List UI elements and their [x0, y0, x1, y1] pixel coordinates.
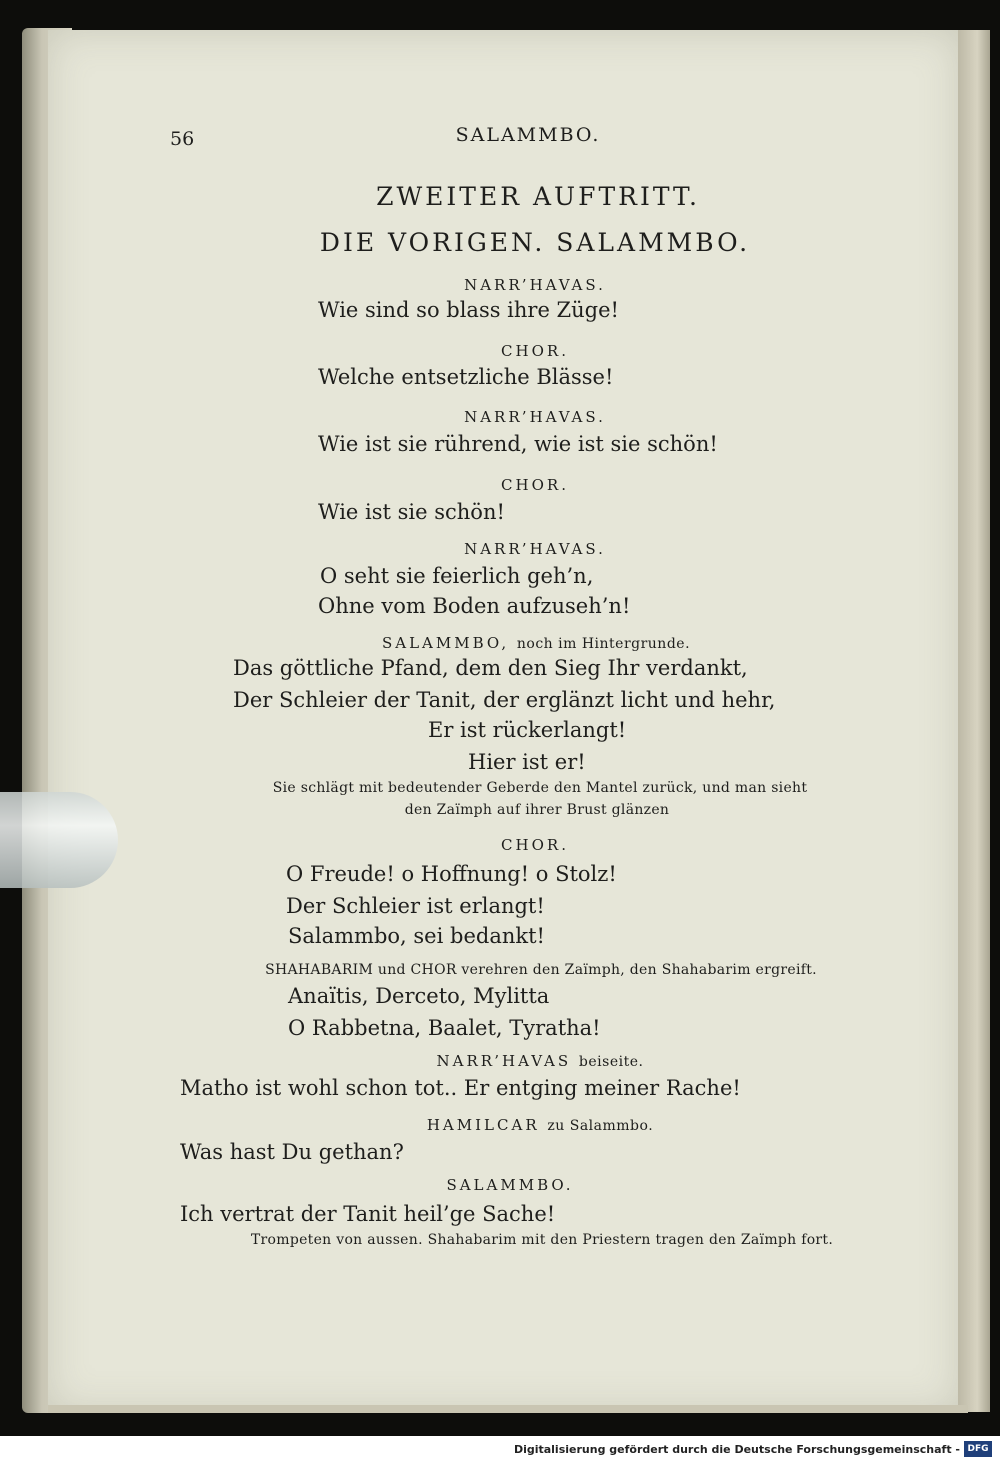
speaker-label: NARR’HAVAS.	[464, 408, 606, 426]
speaker-note: noch im Hintergrunde.	[516, 636, 691, 652]
scene-subtitle: DIE VORIGEN. SALAMMBO.	[319, 228, 751, 257]
speaker-label-with-note	[437, 1052, 644, 1070]
verse-line: Salammbo, sei bedankt!	[288, 924, 545, 948]
verse-line: Der Schleier ist erlangt!	[286, 894, 545, 918]
verse-line: Welche entsetzliche Blässe!	[318, 365, 614, 389]
speaker-label: CHOR.	[501, 342, 569, 360]
speaker-label: NARR’HAVAS.	[464, 276, 606, 294]
verse-line: Matho ist wohl schon tot.. Er entging meiner Rache!	[180, 1076, 741, 1100]
stage-direction: SHAHABARIM und CHOR verehren den Zaïmph, den Shahabarim ergreift.	[265, 962, 817, 978]
verse-line: Wie ist sie schön!	[318, 500, 505, 524]
speaker-label-with-note	[427, 1116, 653, 1134]
verse-line: Ohne vom Boden aufzuseh’n!	[318, 594, 631, 618]
verse-line: Anaïtis, Derceto, Mylitta	[288, 984, 550, 1008]
verse-line: Der Schleier der Tanit, der erglänzt licht und hehr,	[233, 688, 776, 712]
speaker-name: SALAMMBO,	[381, 634, 510, 652]
verse-line: Ich vertrat der Tanit heil’ge Sache!	[180, 1202, 556, 1226]
speaker-note: beiseite.	[578, 1054, 644, 1070]
stage-direction: den Zaïmph auf ihrer Brust glänzen	[404, 802, 670, 818]
verse-line: Wie ist sie rührend, wie ist sie schön!	[318, 432, 718, 456]
verse-line: O Rabbetna, Baalet, Tyratha!	[288, 1016, 601, 1040]
speaker-name: NARR’HAVAS	[436, 1052, 572, 1070]
speaker-label: SALAMMBO.	[446, 1176, 574, 1194]
speaker-label: CHOR.	[501, 476, 569, 494]
scene-title: ZWEITER AUFTRITT.	[376, 182, 700, 211]
running-title: SALAMMBO.	[455, 124, 601, 146]
dfg-logo-icon: DFG	[964, 1441, 992, 1457]
verse-line: Das göttliche Pfand, dem den Sieg Ihr verdankt,	[233, 656, 748, 680]
speaker-label-with-note	[382, 634, 690, 652]
speaker-name: HAMILCAR	[426, 1116, 540, 1134]
stage-direction: Sie schlägt mit bedeutender Geberde den Mantel zurück, und man sieht	[272, 780, 808, 796]
footer-credit: Digitalisierung gefördert durch die Deutsche Forschungsgemeinschaft -	[513, 1443, 960, 1456]
speaker-note: zu Salammbo.	[547, 1118, 654, 1134]
verse-line: Was hast Du gethan?	[180, 1140, 404, 1164]
verse-line: Hier ist er!	[468, 750, 586, 774]
page-number: 56	[170, 128, 195, 150]
verse-line: O Freude! o Hoffnung! o Stolz!	[286, 862, 617, 886]
stage-direction: Trompeten von aussen. Shahabarim mit den Priestern tragen den Zaïmph fort.	[250, 1232, 834, 1248]
verse-line: Wie sind so blass ihre Züge!	[318, 298, 619, 322]
verse-line: O seht sie feierlich geh’n,	[320, 564, 594, 588]
speaker-label: NARR’HAVAS.	[464, 540, 606, 558]
verse-line: Er ist rückerlangt!	[428, 718, 627, 742]
speaker-label: CHOR.	[501, 836, 569, 854]
